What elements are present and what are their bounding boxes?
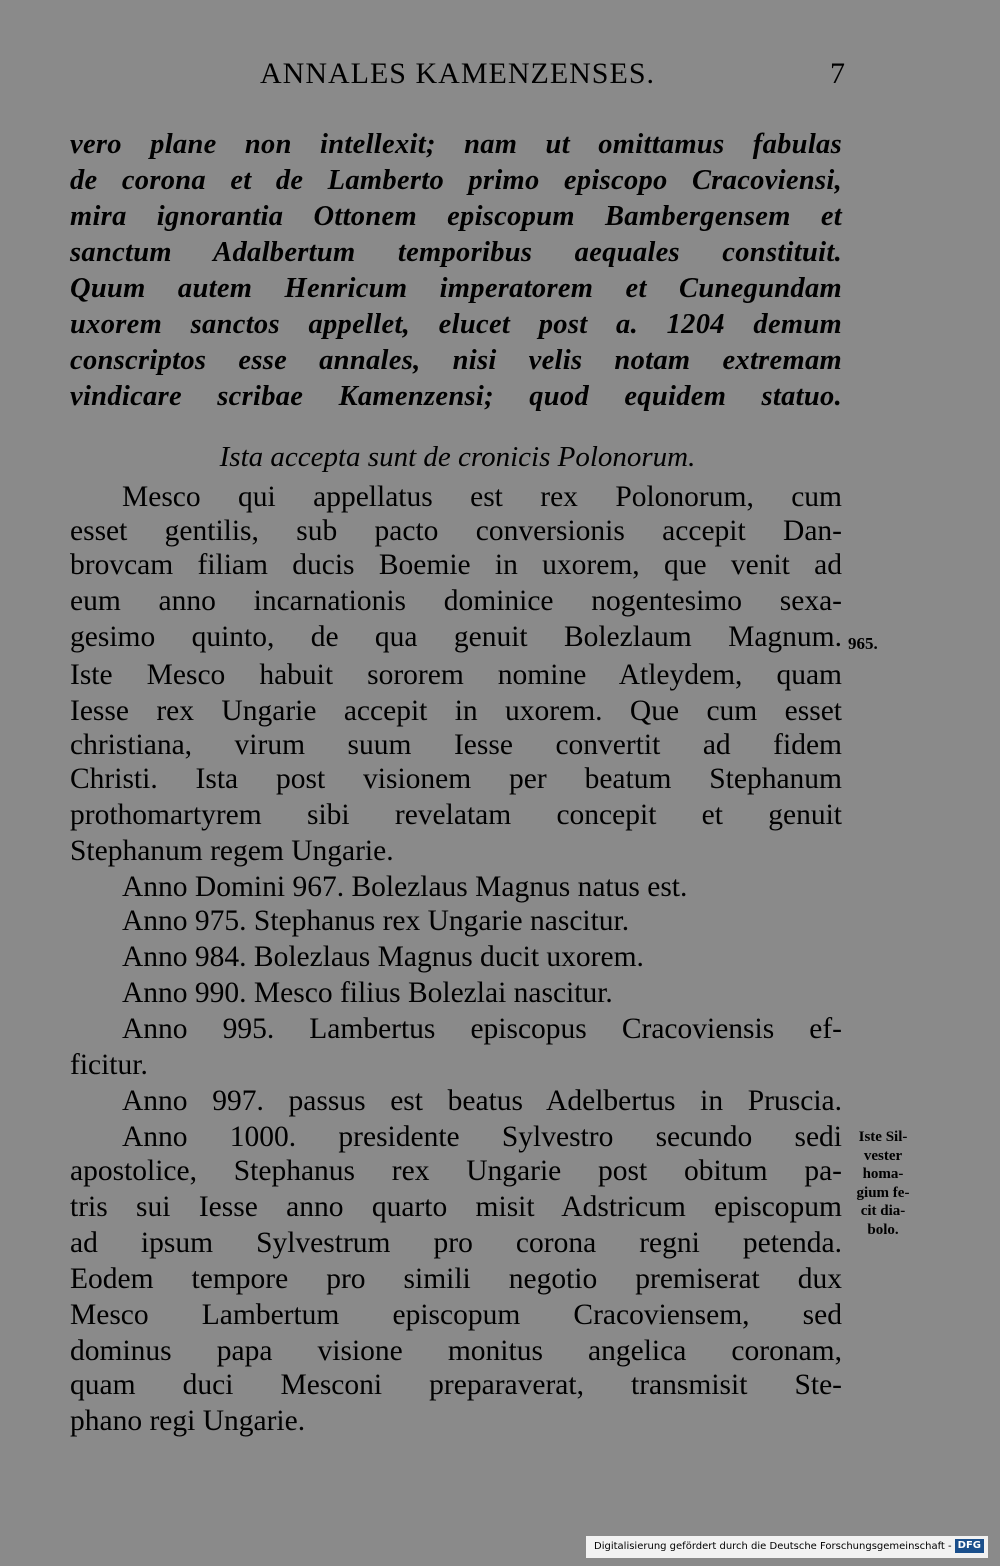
intro-line: vindicare scribae Kamenzensi; quod equidem statuo.	[70, 381, 842, 412]
intro-line: mira ignorantia Ottonem episcopum Bambergensem et	[70, 201, 842, 232]
body-line: esset gentilis, sub pacto conversionis accepit Dan-	[70, 515, 842, 547]
body-line: quam duci Mesconi preparaverat, transmisit Ste-	[70, 1369, 842, 1401]
body-line: gesimo quinto, de qua genuit Bolezlaum Magnum.	[70, 621, 842, 653]
credit-text: Digitalisierung gefördert durch die Deutsche Forschungsgemeinschaft -	[594, 1541, 952, 1552]
body-line: Eodem tempore pro simili negotio premiserat dux	[70, 1263, 842, 1295]
body-line: Iste Mesco habuit sororem nomine Atleydem, quam	[70, 659, 842, 691]
body-line: apostolice, Stephanus rex Ungarie post obitum pa-	[70, 1155, 842, 1187]
margin-note-line: Iste Sil-	[858, 1129, 908, 1145]
intro-line: vero plane non intellexit; nam ut omittamus fabulas	[70, 129, 842, 160]
page-number: 7	[830, 57, 845, 90]
annal-entry: Anno 997. passus est beatus Adelbertus in Pruscia.	[122, 1085, 842, 1117]
body-line: brovcam filiam ducis Boemie in uxorem, que venit ad	[70, 549, 842, 581]
body-line: Christi. Ista post visionem per beatum Stephanum	[70, 763, 842, 795]
intro-line: sanctum Adalbertum temporibus aequales constituit.	[70, 237, 842, 268]
body-line: ad ipsum Sylvestrum pro corona regni petenda.	[70, 1227, 842, 1259]
annal-entry: Anno 975. Stephanus rex Ungarie nascitur.	[122, 905, 630, 937]
annal-entry: Anno 995. Lambertus episcopus Cracoviensis ef-	[122, 1013, 842, 1045]
body-line: tris sui Iesse anno quarto misit Adstricum episcopum	[70, 1191, 842, 1223]
margin-note-block	[847, 1128, 919, 1239]
margin-note-line: homa-	[862, 1166, 904, 1182]
body-line: eum anno incarnationis dominice nogentesimo sexa-	[70, 585, 842, 617]
intro-line: Quum autem Henricum imperatorem et Cunegundam	[70, 273, 842, 304]
margin-note-line: vester	[863, 1147, 903, 1164]
running-title: ANNALES KAMENZENSES.	[260, 57, 655, 90]
dfg-logo: DFG	[955, 1539, 984, 1553]
body-line: dominus papa visione monitus angelica coronam,	[70, 1335, 842, 1367]
body-line: Iesse rex Ungarie accepit in uxorem. Que cum esset	[70, 695, 842, 727]
body-line: phano regi Ungarie.	[70, 1405, 306, 1437]
digitization-credit	[586, 1536, 988, 1558]
annal-entry: Anno 984. Bolezlaus Magnus ducit uxorem.	[122, 941, 644, 973]
body-line: Mesco Lambertum episcopum Cracoviensem, sed	[70, 1299, 842, 1331]
running-head	[70, 52, 845, 96]
intro-line: uxorem sanctos appellet, elucet post a. 1204 demum	[70, 309, 842, 340]
annal-entry: Anno 1000. presidente Sylvestro secundo sedi	[122, 1121, 842, 1153]
body-line: christiana, virum suum Iesse convertit ad fidem	[70, 729, 842, 761]
body-line: Stephanum regem Ungarie.	[70, 835, 394, 867]
annal-entry: Anno Domini 967. Bolezlaus Magnus natus est.	[122, 871, 688, 903]
margin-note-line: bolo.	[867, 1221, 899, 1238]
annal-entry: Anno 990. Mesco filius Bolezlai nascitur.	[122, 977, 613, 1009]
body-line: prothomartyrem sibi revelatam concepit et genuit	[70, 799, 842, 831]
margin-note-line: cit dia-	[860, 1203, 906, 1219]
body-line: Mesco qui appellatus est rex Polonorum, cum	[122, 481, 842, 513]
section-heading: Ista accepta sunt de cronicis Polonorum.	[219, 441, 696, 473]
body-line: ficitur.	[70, 1049, 148, 1081]
intro-line: conscriptos esse annales, nisi velis notam extremam	[70, 345, 842, 376]
margin-year-note: 965.	[848, 634, 878, 653]
intro-line: de corona et de Lamberto primo episcopo Cracoviensi,	[70, 165, 842, 196]
margin-note-line: gium fe-	[856, 1184, 910, 1201]
